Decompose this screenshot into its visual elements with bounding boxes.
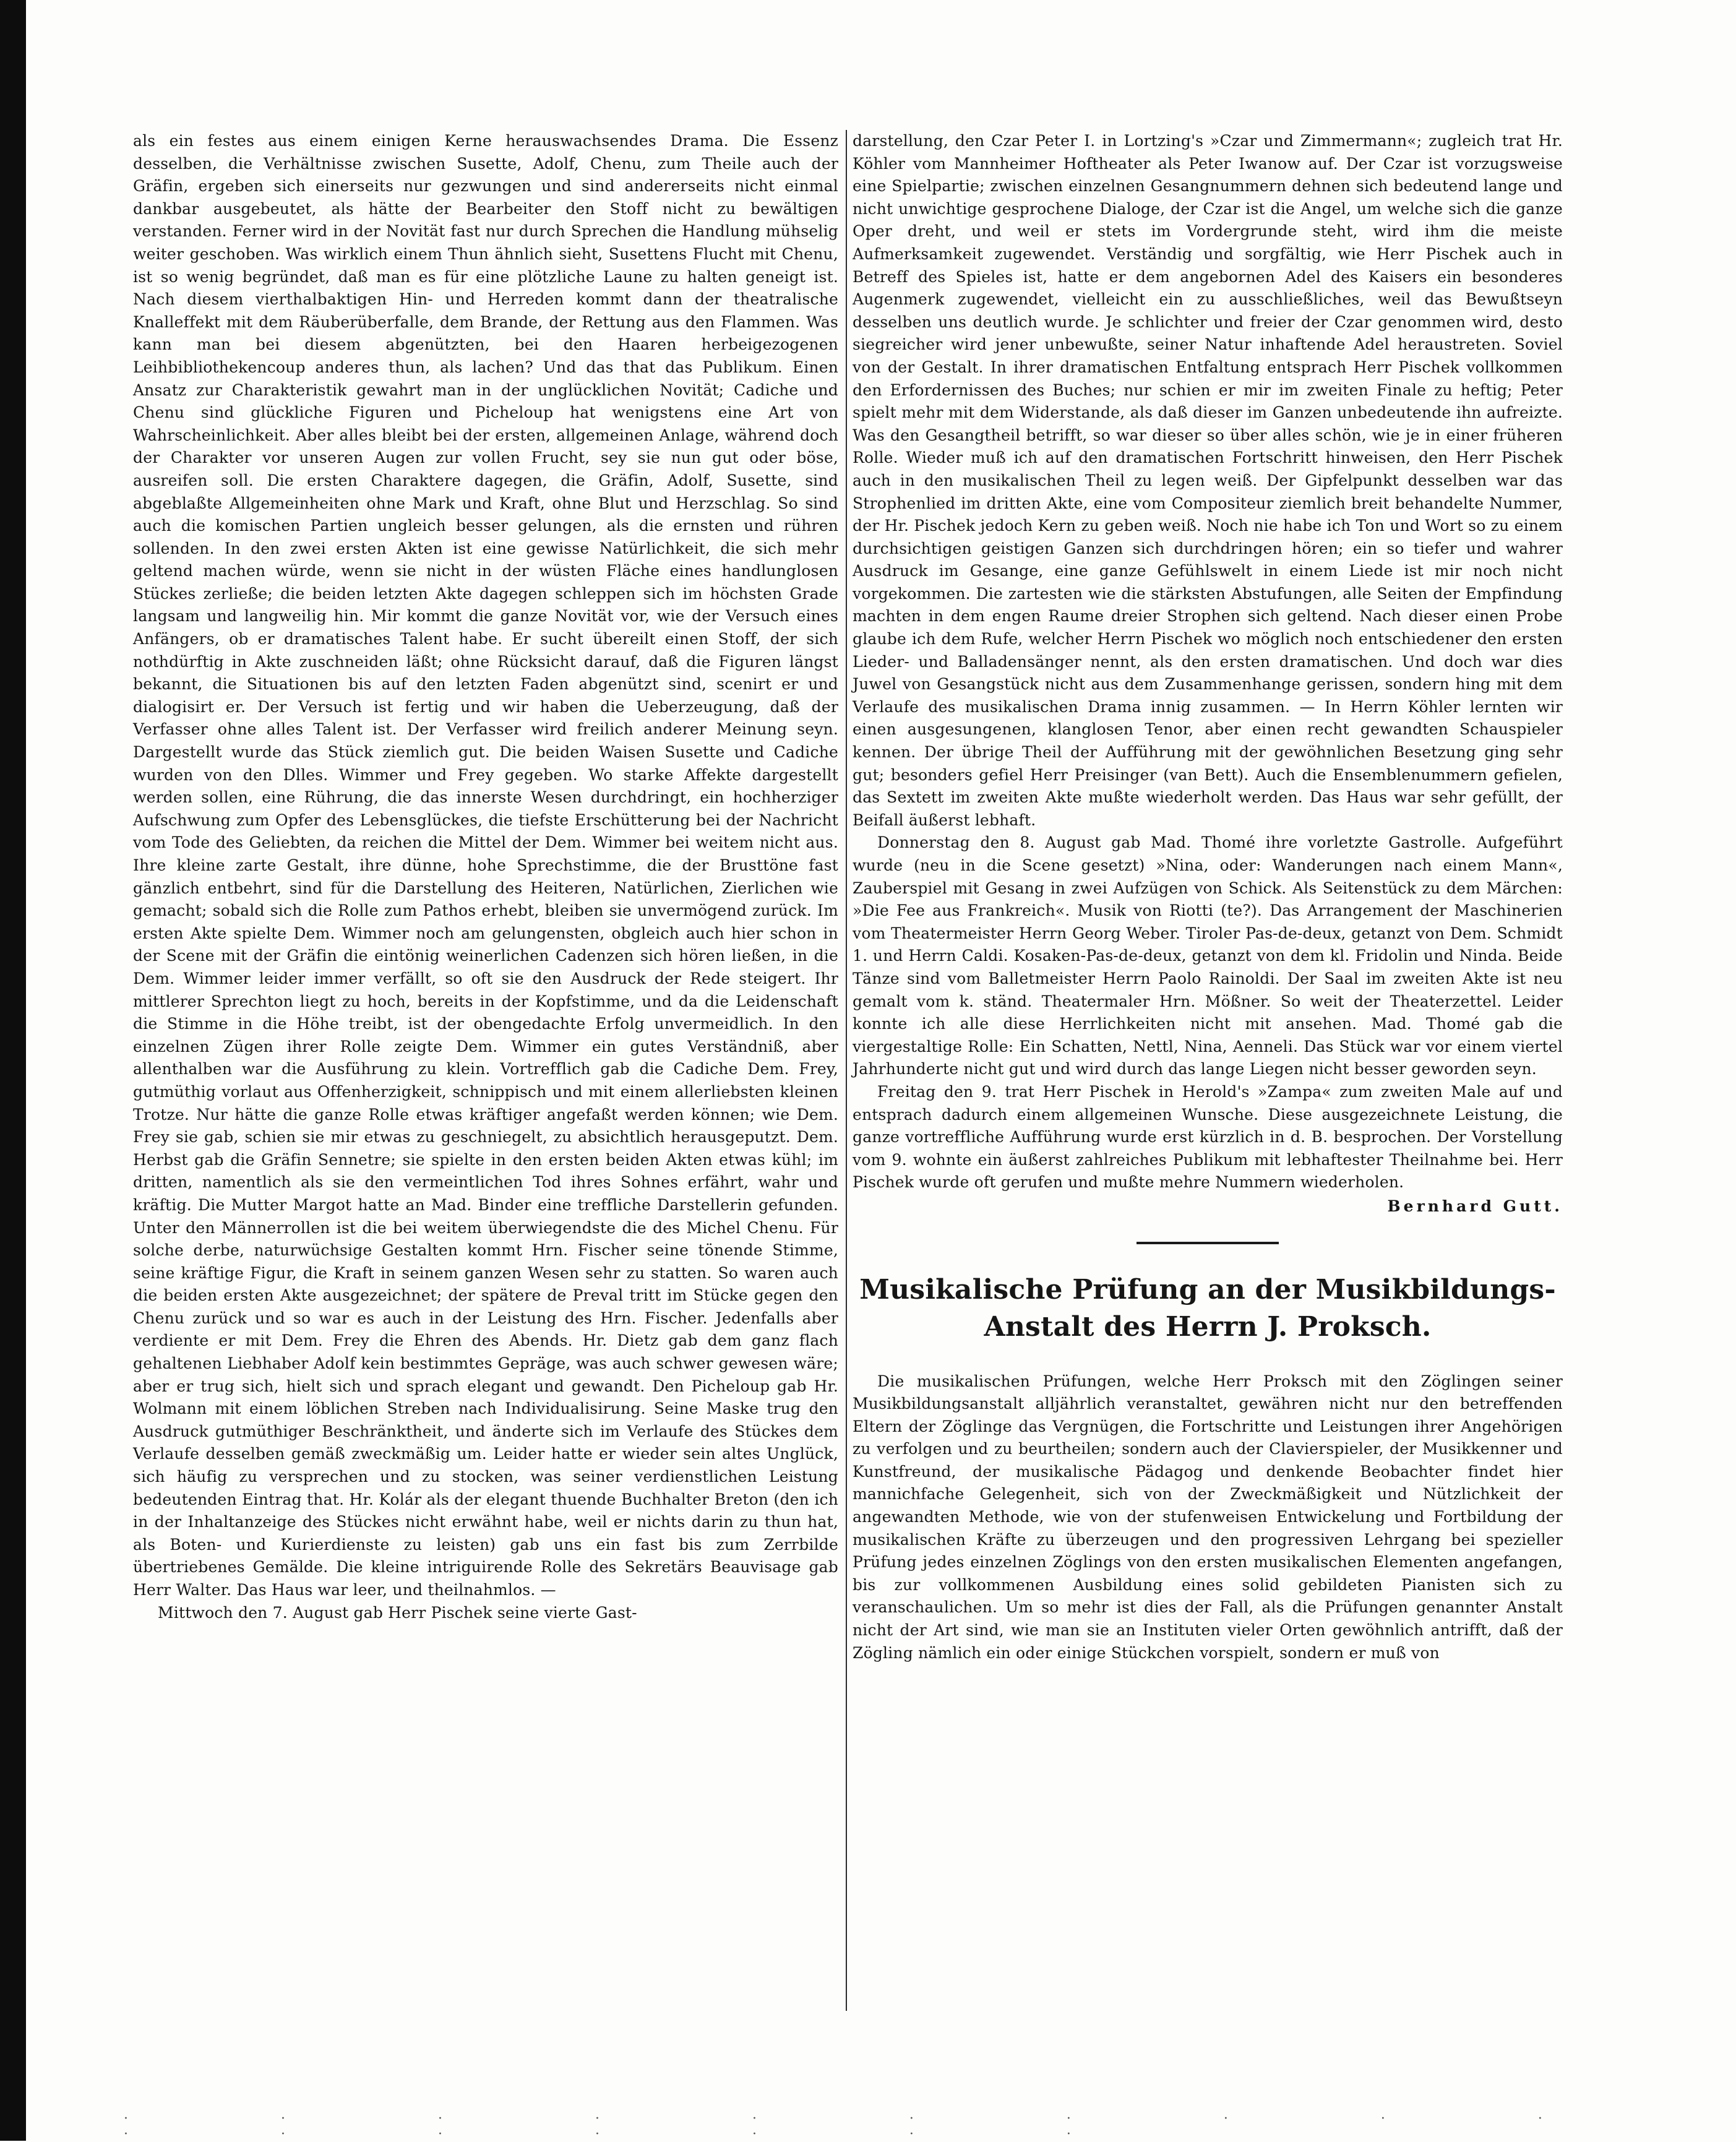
section-body: Die musikalischen Prüfungen, welche Herr Proksch mit den Zöglingen seiner Musikbildungsanstalt alljährlich veranstaltet, gewähren nicht nur den betreffenden Eltern der Zöglinge das Vergnügen, die Fortschritte und Leistungen ihrer Angehörigen zu verfolgen und zu beurtheilen; sondern auch der Clavierspieler, der Musikkenner und Kunstfreund, der musikalische Pädagog und denkende Beobachter findet hier mannichfache Gelegenheit, sich von der Zweckmäßigkeit und Nützlichkeit der angewandten Methode, wie von der stufenweisen Entwickelung und Fortbildung der musikalischen Kräfte zu überzeugen und den progressiven Lehrgang bei spezieller Prüfung jedes einzelnen Zöglings von den ersten musikalischen Elementen angefangen, bis zur vollkommenen Ausbildung eines solid gebildeten Pianisten sich zu veranschaulichen. Um so mehr ist dies der Fall, als die Prüfungen genannter Anstalt nicht der Art sind, wie man sie an Instituten vieler Orten gewöhnlich antrifft, daß der Zögling nämlich ein oder einige Stückchen vorspielt, sondern er muß von: [853, 1372, 1563, 1662]
right-paragraph-3: Freitag den 9. trat Herr Pischek in Herold's »Zampa« zum zweiten Male auf und entsprach dadurch einem allgemeinen Wunsche. Diese ausgezeichnete Leistung, die ganze vortreffliche Aufführung wurde erst kürzlich in d. B. besprochen. Der Vorstellung vom 9. wohnte ein äußerst zahlreiches Publikum mit lebhaftester Theilnahme bei. Herr Pischek wurde oft gerufen und mußte mehre Nummern wiederholen.: [853, 1082, 1563, 1192]
section-title-line1: Musikalische Prüfung an der Musikbildungs-: [859, 1273, 1556, 1305]
newspaper-page: [80, 105, 1677, 2116]
right-column: [853, 130, 1563, 1664]
left-paragraph-2: Mittwoch den 7. August gab Herr Pischek seine vierte Gast-: [158, 1603, 637, 1622]
left-paragraph-1: als ein festes aus einem einigen Kerne herauswachsendes Drama. Die Essenz desselben, die Verhältnisse zwischen Susette, Adolf, Chenu, zum Theile auch der Gräfin, ergeben sich einerseits nur gezwungen und sind andererseits nicht einmal dankbar ausgebeutet, als hätte der Bearbeiter den Stoff nicht zu bewältigen verstanden. Ferner wird in der Novität fast nur durch Sprechen die Handlung mühselig weiter geschoben. Was wirklich einem Thun ähnlich sieht, Susettens Flucht mit Chenu, ist so wenig begründet, daß man es für eine plötzliche Laune zu halten geneigt ist. Nach diesem vierthalbaktigen Hin- und Herreden kommt dann der theatralische Knalleffekt mit dem Räuberüberfalle, dem Brande, der Rettung aus den Flammen. Was kann man bei diesem abgenützten, bei den Haaren herbeigezogenen Leihbibliothekencoup anderes thun, als lachen? Und das that das Publikum. Einen Ansatz zur Charakteristik gewahrt man in der unglücklichen Novität; Cadiche und Chenu sind glückliche Figuren und Picheloup hat wenigstens eine Art von Wahrscheinlichkeit. Aber alles bleibt bei der ersten, allgemeinen Anlage, während doch der Charakter vor unseren Augen zur vollen Frucht, sey sie nun gut oder böse, ausreifen soll. Die ersten Charaktere dagegen, die Gräfin, Adolf, Susette, sind abgeblaßte Allgemeinheiten ohne Mark und Kraft, ohne Blut und Herzschlag. So sind auch die komischen Partien ungleich besser gelungen, als die ernsten und rühren sollenden. In den zwei ersten Akten ist eine gewisse Natürlichkeit, die sich mehr geltend machen würde, wenn sie nicht in der wüsten Fläche eines handlunglosen Stückes zerließe; die beiden letzten Akte dagegen schleppen sich im höchsten Grade langsam und langweilig hin. Mir kommt die ganze Novität vor, wie der Versuch eines Anfängers, ob er dramatisches Talent habe. Er sucht übereilt einen Stoff, der sich nothdürftig in Akte zuschneiden läßt; ohne Rücksicht darauf, daß die Figuren längst bekannt, die Situationen bis auf den letzten Faden abgenützt sind, scenirt er und dialogisirt er. Der Versuch ist fertig und wir haben die Ueberzeugung, daß der Verfasser ohne alles Talent ist. Der Verfasser wird freilich anderer Meinung seyn. Dargestellt wurde das Stück ziemlich gut. Die beiden Waisen Susette und Cadiche wurden von den Dlles. Wimmer und Frey gegeben. Wo starke Affekte dargestellt werden sollen, eine Rührung, die das innerste Wesen durchdringt, ein hochherziger Aufschwung zum Opfer des Lebensglückes, die tiefste Erschütterung bei der Nachricht vom Tode des Geliebten, da reichen die Mittel der Dem. Wimmer bei weitem nicht aus. Ihre kleine zarte Gestalt, ihre dünne, hohe Sprechstimme, die der Brusttöne fast gänzlich entbehrt, sind für die Darstellung des Heiteren, Natürlichen, Zierlichen wie gemacht; sobald sich die Rolle zum Pathos erhebt, bleiben sie unvermögend zurück. Im ersten Akte spielte Dem. Wimmer noch am gelungensten, obgleich auch hier schon in der Scene mit der Gräfin die eintönig weinerlichen Cadenzen sich hören ließen, in die Dem. Wimmer leider immer verfällt, so oft sie den Ausdruck der Rede steigert. Ihr mittlerer Sprechton liegt zu hoch, bereits in der Kopfstimme, und da die Leidenschaft die Stimme in die Höhe treibt, ist der obengedachte Erfolg unvermeidlich. In den einzelnen Zügen ihrer Rolle zeigte Dem. Wimmer ein gutes Verständniß, aber allenthalben war die Ausführung zu klein. Vortrefflich gab die Cadiche Dem. Frey, gutmüthig vorlaut aus Offenherzigkeit, schnippisch und mit einem allerliebsten kleinen Trotze. Nur hätte die ganze Rolle etwas kräftiger angefaßt werden können; wie Dem. Frey sie gab, schien sie mir etwas zu geschniegelt, zu absichtlich herausgeputzt. Dem. Herbst gab die Gräfin Sennetre; sie spielte in den ersten beiden Akten etwas kühl; im dritten, namentlich als sie den vermeintlichen Tod ihres Sohnes erfährt, wahr und kräftig. Die Mutter Margot hatte an Mad. Binder eine treffliche Darstellerin gefunden. Unter den Männerrollen ist die bei weitem überwiegendste die des Michel Chenu. Für solche derbe, naturwüchsige Gestalten kommt Hrn. Fischer seine tönende Stimme, seine kräftige Figur, die Kraft in seinem ganzen Wesen sehr zu statten. So waren auch die beiden ersten Akte ausgezeichnet; der spätere de Preval tritt im Stücke gegen den Chenu zurück und so war es auch in der Leistung des Hrn. Fischer. Jedenfalls aber verdiente er mit Dem. Frey die Ehren des Abends. Hr. Dietz gab dem ganz flach gehaltenen Liebhaber Adolf kein bestimmtes Gepräge, was auch schwer gewesen wäre; aber er trug sich, hielt sich und sprach elegant und gewandt. Den Picheloup gab Hr. Wolmann mit einem löblichen Streben nach Individualisirung. Seine Maske trug den Ausdruck gutmüthiger Beschränktheit, und änderte sich im Verlaufe des Stückes dem Verlaufe desselben gemäß zweckmäßig um. Leider hatte er wieder sein altes Unglück, sich häufig zu versprechen und zu stocken, was seiner verdienstlichen Leistung bedeutenden Eintrag that. Hr. Kolár als der elegant thuende Buchhalter Breton (den ich in der Inhaltanzeige des Stückes nicht erwähnt habe, weil er nichts darin zu thun hat, als Boten- und Kurierdienste zu leisten) gab uns ein fast bis zum Zerrbilde übertriebenes Gemälde. Die kleine intriguirende Rolle des Sekretärs Beauvisage gab Herr Walter. Das Haus war leer, und theilnahmlos. —: [133, 132, 838, 1599]
section-title-line2: Anstalt des Herrn J. Proksch.: [984, 1310, 1432, 1343]
right-paragraph-2: Donnerstag den 8. August gab Mad. Thomé ihre vorletzte Gastrolle. Aufgeführt wurde (neu in die Scene gesetzt) »Nina, oder: Wanderungen nach einem Mann«, Zauberspiel mit Gesang in zwei Aufzügen von Schick. Als Seitenstück zu dem Märchen: »Die Fee aus Frankreich«. Musik von Riotti (te?). Das Arrangement der Maschinerien vom Theatermeister Herrn Georg Weber. Tiroler Pas-de-deux, getanzt von Dem. Schmidt 1. und Herrn Caldi. Kosaken-Pas-de-deux, getanzt von dem kl. Fridolin und Ninda. Beide Tänze sind vom Balletmeister Herrn Paolo Rainoldi. Der Saal im zweiten Akte ist neu gemalt vom k. ständ. Theatermaler Hrn. Mößner. So weit der Theaterzettel. Leider konnte ich alle diese Herrlichkeiten nicht mit ansehen. Mad. Thomé gab die viergestaltige Rolle: Ein Schatten, Nettl, Nina, Aenneli. Das Stück war vor einem viertel Jahrhunderte nicht gut und wird durch das lange Liegen nicht besser geworden seyn.: [853, 833, 1563, 1078]
author-signature: Bernhard Gutt.: [1387, 1197, 1563, 1215]
section-separator: [1137, 1242, 1279, 1244]
column-divider: [846, 130, 847, 2011]
left-column: [133, 130, 838, 1624]
scan-border: [0, 0, 26, 2141]
page-footer-marks: · · · · · · · · · · · · · · · · ·: [124, 2111, 1617, 2142]
right-paragraph-1: darstellung, den Czar Peter I. in Lortzing's »Czar und Zimmermann«; zugleich trat Hr. Köhler vom Mannheimer Hoftheater als Peter Iwanow auf. Der Czar ist vorzugsweise eine Spielpartie; zwischen einzelnen Gesangnummern dehnen sich bedeutend lange und nicht unwichtige gesprochene Dialoge, der Czar ist die Angel, um welche sich die ganze Oper dreht, und weil er stets im Vordergrunde steht, wird ihm die meiste Aufmerksamkeit zugewendet. Verständig und sorgfältig, wie Herr Pischek auch in Betreff des Spieles ist, hatte er dem angebornen Adel des Kaisers ein besonderes Augenmerk zugewendet, vielleicht ein zu ausschließliches, weil das Bewußtseyn desselben uns deutlich wurde. Je schlichter und freier der Czar genommen wird, desto siegreicher wird jener unbewußte, seiner Natur inhaftende Adel heraustreten. Soviel von der Gestalt. In ihrer dramatischen Entfaltung entsprach Herr Pischek vollkommen den Erfordernissen des Buches; nur schien er mir im zweiten Finale zu heftig; Peter spielt mehr mit dem Widerstande, als daß dieser im Ganzen unbedeutende ihn aufreizte. Was den Gesangtheil betrifft, so war dieser so über alles schön, wie je in einer früheren Rolle. Wieder muß ich auf den dramatischen Fortschritt hinweisen, den Herr Pischek auch in den musikalischen Theil zu legen weiß. Der Gipfelpunkt desselben war das Strophenlied im dritten Akte, eine vom Compositeur ziemlich breit behandelte Nummer, der Hr. Pischek jedoch Kern zu geben weiß. Noch nie habe ich Ton und Wort so zu einem durchsichtigen geistigen Ganzen sich durchdringen hören; ein so tiefer und wahrer Ausdruck im Gesange, eine ganze Gefühlswelt in einem Liede ist mir noch nicht vorgekommen. Die zartesten wie die stärksten Abstufungen, alle Seiten der Empfindung machten in dem engen Raume dreier Strophen sich geltend. Nach dieser einen Probe glaube ich dem Rufe, welcher Herrn Pischek wo möglich noch entschiedener den ersten Lieder- und Balladensänger nennt, als den ersten dramatischen. Und doch war dies Juwel von Gesangstück nicht aus dem Zusammenhange gerissen, sondern hing mit dem Verlaufe des musikalischen Drama innig zusammen. — In Herrn Köhler lernten wir einen ausgesungenen, klanglosen Tenor, aber einen recht gewandten Schauspieler kennen. Der übrige Theil der Aufführung mit der gewöhnlichen Besetzung ging sehr gut; besonders gefiel Herr Preisinger (van Bett). Auch die Ensemblenummern gefielen, das Sextett im zweiten Akte mußte wiederholt werden. Das Haus war sehr gefüllt, der Beifall äußerst lebhaft.: [853, 132, 1563, 829]
section-title: [853, 1271, 1563, 1346]
